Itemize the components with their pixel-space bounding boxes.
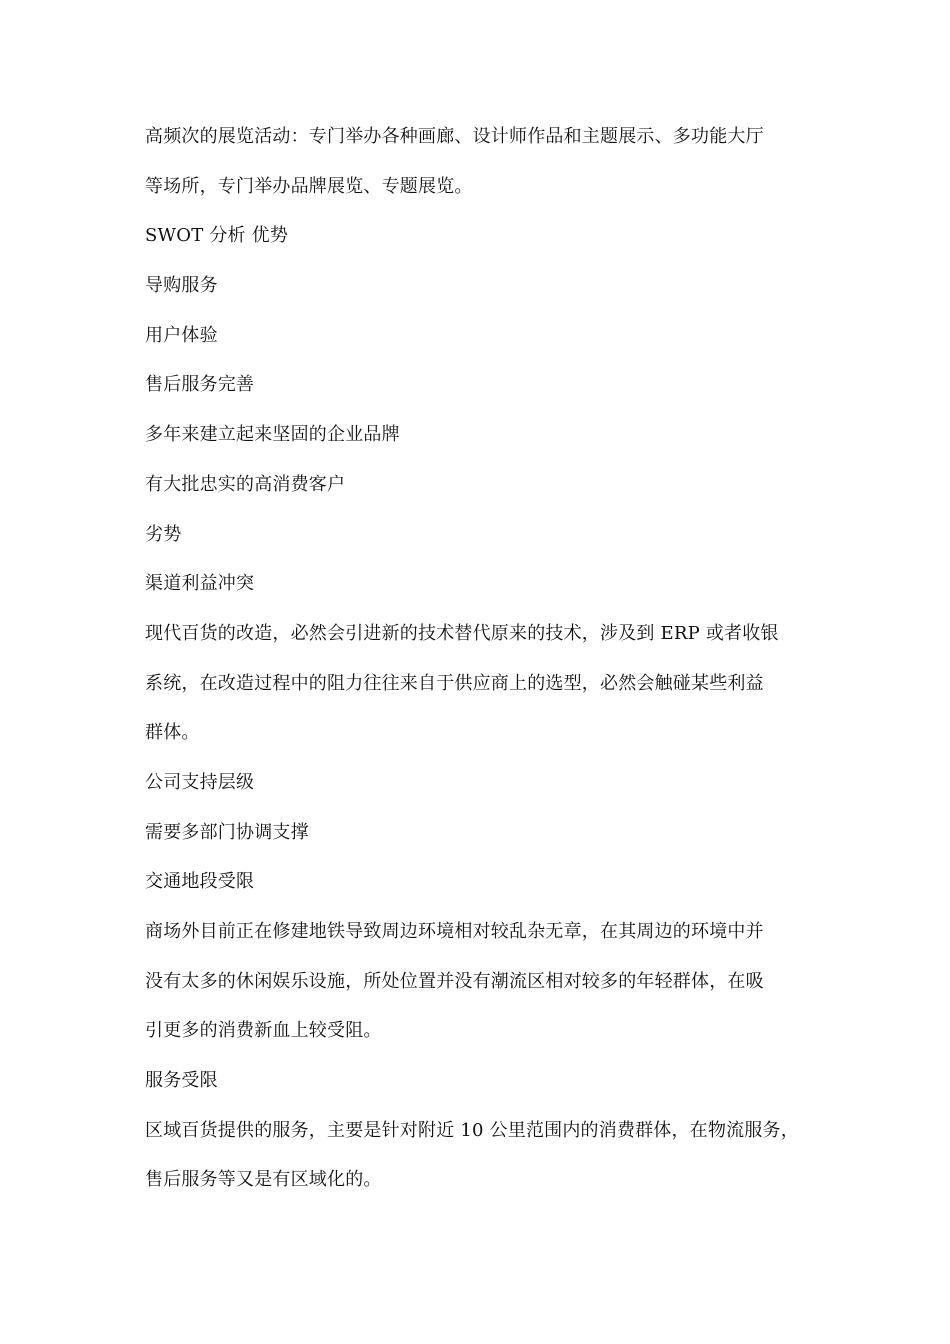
paragraph-line: 现代百货的改造，必然会引进新的技术替代原来的技术，涉及到 ERP 或者收银 (145, 622, 779, 644)
paragraph-line: 需要多部门协调支撑 (145, 821, 309, 843)
paragraph-line: 高频次的展览活动：专门举办各种画廊、设计师作品和主题展示、多功能大厅 (145, 126, 764, 147)
list-item: 用户体验 (145, 324, 218, 346)
paragraph-line: 系统，在改造过程中的阻力往往来自于供应商上的选型，必然会触碰某些利益 (145, 672, 764, 694)
list-item: 导购服务 (145, 275, 218, 297)
list-item: 有大批忠实的高消费客户 (145, 473, 346, 495)
paragraph-line: 售后服务等又是有区域化的。 (145, 1169, 382, 1191)
list-item: 售后服务完善 (145, 374, 255, 396)
paragraph-line: 没有太多的休闲娱乐设施，所处位置并没有潮流区相对较多的年轻群体，在吸 (145, 970, 764, 992)
section-heading: 劣势 (145, 523, 182, 545)
list-item: 多年来建立起来坚固的企业品牌 (145, 424, 400, 446)
paragraph-line: 群体。 (145, 722, 200, 744)
document-body (145, 112, 825, 1205)
subheading: 公司支持层级 (145, 771, 255, 793)
paragraph-line: 商场外目前正在修建地铁导致周边环境相对较乱杂无章，在其周边的环境中并 (145, 921, 764, 942)
subheading: 渠道利益冲突 (145, 573, 255, 595)
paragraph-line: 等场所，专门举办品牌展览、专题展览。 (145, 175, 473, 197)
paragraph-line: 引更多的消费新血上较受阻。 (145, 1020, 382, 1042)
subheading: 交通地段受限 (145, 871, 255, 893)
section-heading: SWOT 分析 优势 (145, 225, 289, 247)
subheading: 服务受限 (145, 1070, 218, 1092)
paragraph-line: 区域百货提供的服务，主要是针对附近 10 公里范围内的消费群体，在物流服务， (145, 1119, 799, 1141)
